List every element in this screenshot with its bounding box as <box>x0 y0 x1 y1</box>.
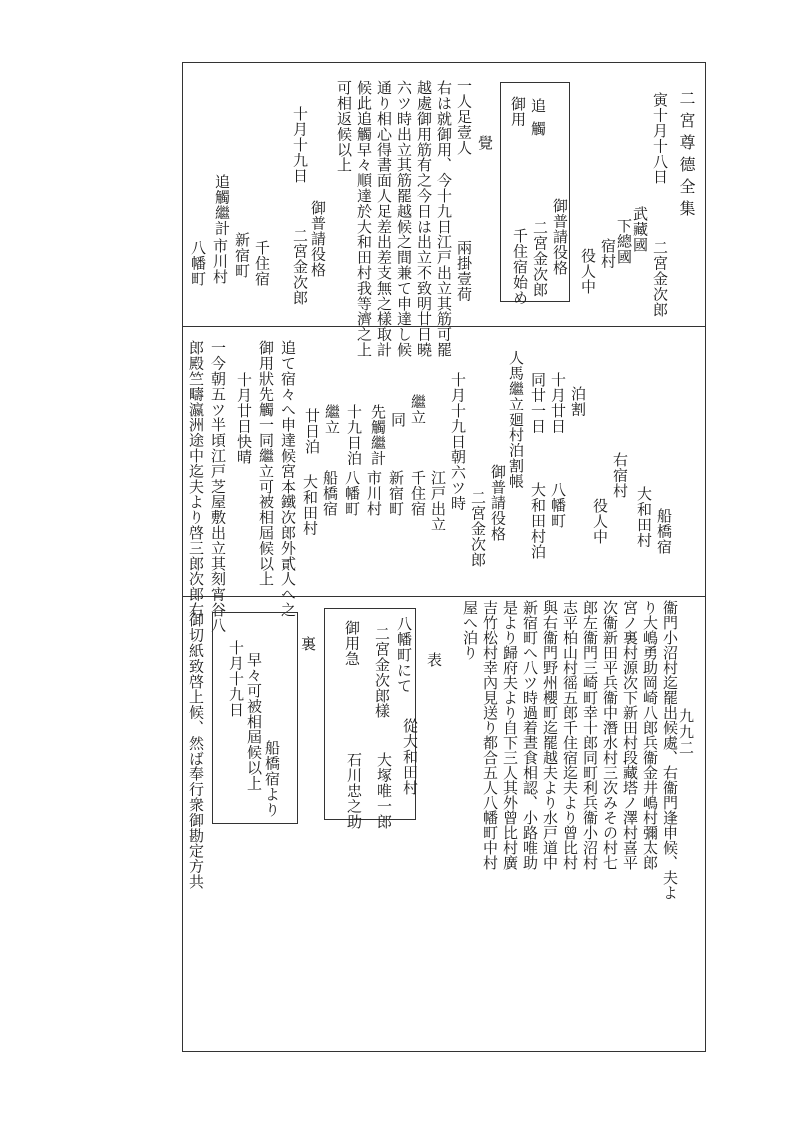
s1-closing-name: 二宮金次郎 <box>291 228 309 305</box>
s1-box-from: 千住宿始め <box>511 228 529 305</box>
s3-final-line: 御切紙致啓上候、然ば奉行衆御勘定方共 <box>187 612 205 890</box>
s1-route-place-2: 市川村 <box>211 238 229 285</box>
s2-relay-heading: 繼立 <box>409 394 427 425</box>
s2-relay-same: 同 <box>389 412 407 428</box>
s3-line-8: 是より歸府夫より自下三人其外曾比村廣 <box>501 600 519 870</box>
s3-omote: 表 <box>425 652 443 668</box>
s3-ura: 裏 <box>299 636 317 652</box>
s2-sign-title: 御普請役格 <box>489 464 507 541</box>
section-divider-2 <box>182 596 706 597</box>
s1-route-place-1: 新宿町 <box>233 232 251 279</box>
s1-body-5: 可相返候以上 <box>335 80 353 173</box>
s3-back-date: 十月十九日 <box>227 640 245 717</box>
s2-lodging-date-1: 同廿一日 <box>529 372 547 434</box>
s1-route-place-0: 千住宿 <box>253 240 271 287</box>
s1-box-service: 御用 <box>509 96 527 127</box>
s2-route-end-1: 大和田村 <box>635 486 653 548</box>
s3-envelope-to: 二宮金次郎樣 <box>373 626 391 719</box>
s2-relay-stop: 十九日泊 <box>345 404 363 466</box>
s2-relay2-heading: 繼立 <box>323 404 341 435</box>
s2-route-end-0: 船橋宿 <box>655 508 673 555</box>
s3-line-1: り大嶋勇助岡崎八郎兵衞金井嶋村彌太郎 <box>641 600 659 870</box>
s2-closing-line: 追て宿々へ申達候宮本鐵次郎外貳人へ之 <box>279 340 297 618</box>
s3-back-from: 船橋宿より <box>263 740 281 817</box>
s2-relay2-place-0: 船橋宿 <box>321 470 339 517</box>
s2-depart-date: 十月十九日朝六ツ時 <box>449 372 467 511</box>
s3-line-0: 衞門小沼村迄罷出候處、右衞門逢申候、夫よ <box>661 600 679 900</box>
s3-line-7: 新宿町へ八ツ時過着晝食相認、小路唯助 <box>521 600 539 870</box>
s1-body-4: 候此追觸早々順達於大和田村我等濟之上 <box>355 80 373 358</box>
s2-lodging-date-0: 十月廿日 <box>549 372 567 434</box>
s2-lodging-note: 人馬繼立廻村泊割帳 <box>507 350 525 489</box>
s2-relay-place-1: 新宿町 <box>387 470 405 517</box>
page-number: 九九二 <box>677 708 695 756</box>
s1-date: 寅十月十八日 <box>651 92 669 185</box>
s1-closing-title: 御普請役格 <box>309 200 327 277</box>
s2-relay2-end: 大和田村 <box>301 474 319 536</box>
s2-diary-line2: 郎殿竺疇瀛洲途中迄夫より啓三郎次郎右 <box>187 340 205 618</box>
s3-line-9: 吉竹松村幸內見送り都合五人八幡町中村 <box>481 600 499 870</box>
s3-line-3: 次衞新田平兵衞中潛水村三次みその村七 <box>601 600 619 870</box>
s3-line-4: 郎左衞門三崎町幸十郎同町利兵衞小沼村 <box>581 600 599 870</box>
s1-sender: 二宮金次郎 <box>651 240 669 317</box>
s1-body-3: 通り相心得書面人足差出差支無之樣取計 <box>375 80 393 358</box>
s1-item1-note: 兩掛壹荷 <box>455 240 473 302</box>
s2-route-office1: 右宿村 <box>611 452 629 499</box>
s1-province1: 武藏國 <box>631 206 649 253</box>
s3-envelope-sender1: 大塚唯一郎 <box>375 752 393 829</box>
s2-lodging-place-0: 八幡町 <box>549 482 567 529</box>
s2-lodging-heading: 泊割 <box>569 386 587 417</box>
s3-envelope-sender2: 石川忠之助 <box>345 752 363 829</box>
book-title: 二宮尊德全集 <box>677 90 696 222</box>
s2-relay-first: 先觸繼計 <box>369 404 387 466</box>
s1-route-label: 追觸繼計 <box>213 174 231 236</box>
s2-closing-date: 十月廿日快晴 <box>235 372 253 465</box>
s1-box-title-rank: 御普請役格 <box>551 198 569 275</box>
s1-box-name: 二宮金次郎 <box>531 220 549 297</box>
s3-line-2: 宮ノ裏村源次下新田村段藏塔ノ澤村喜平 <box>621 600 639 870</box>
s3-envelope-service: 御用急 <box>343 620 361 667</box>
s1-body-1: 越處御用筋有之今日は出立不致明廿日曉 <box>415 80 433 358</box>
s3-envelope-to-place: 八幡町にて <box>395 616 413 693</box>
s2-relay2-stop: 廿日泊 <box>303 408 321 455</box>
s2-relay-place-2: 市川村 <box>365 470 383 517</box>
s2-closing-line2: 御用狀先觸一同繼立可被相屆候以上 <box>257 340 275 587</box>
s3-envelope-from: 從大和田村 <box>401 718 419 795</box>
s1-closing-date: 十月十九日 <box>291 106 309 183</box>
s2-lodging-place-1: 大和田村泊 <box>529 482 547 559</box>
s2-route-office2: 役人中 <box>591 498 609 545</box>
s1-body-2: 六ツ時出立其筋罷越候之間兼て申達し候 <box>395 80 413 358</box>
s2-diary-line1: 一今朝五ツ半頃江戸芝屋敷出立其刻宵谷八 <box>209 340 227 633</box>
s1-box-title: 追觸 <box>529 98 547 144</box>
s1-province2: 下總國 <box>615 218 633 265</box>
s1-heading: 覺 <box>476 135 494 151</box>
s1-route-place-3: 八幡町 <box>189 240 207 287</box>
s1-item1: 一人足壹人 <box>455 78 473 155</box>
s1-office: 役人中 <box>579 248 597 295</box>
s3-line-6: 與右衞門野州櫻町迄罷越夫より水戸道中 <box>541 600 559 870</box>
s3-back-msg: 早々可被相屆候以上 <box>245 652 263 791</box>
s3-line-5: 志平柏山村徭五郎千住宿迄夫より曾比村 <box>561 600 579 870</box>
s1-body-0: 右は就御用、今十九日江戸出立其筋可罷 <box>435 80 453 358</box>
s2-depart-place: 江戸出立 <box>429 470 447 532</box>
s2-relay-place-3: 八幡町 <box>343 470 361 517</box>
s3-line-10: 屋へ泊り <box>461 600 479 660</box>
s2-sign-name: 二宮金次郎 <box>469 490 487 567</box>
s2-relay-place-0: 千住宿 <box>409 470 427 517</box>
s1-village: 宿村 <box>599 238 617 269</box>
